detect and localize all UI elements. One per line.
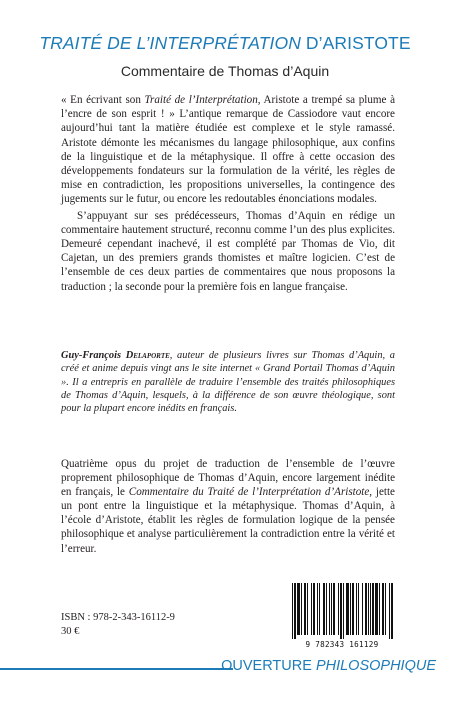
- barcode-bar: [346, 583, 349, 635]
- summary-p1-rest: , Aristote a trempé sa plume à l’encre de son esprit ! » L’antique remarque de Cassiodore vaut encore aujourd’hui tant la matière étudiée est complexe et le style ramassé. Aristote démonte les mécanismes du langage philosophique, aux confins de la linguistique et de la métaphysique. Il offre à cette occasion des développements fondateurs sur la formulation de la vérité, les règles de mise en contradiction, les propositions universelles, la contingence des jugements sur le futur, ou encore les redoutables énonciations modales.: [61, 94, 395, 206]
- barcode-bar: [365, 583, 367, 635]
- barcode-bar: [340, 583, 342, 639]
- barcode-bar: [331, 583, 332, 635]
- barcode-bar: [382, 583, 384, 635]
- barcode-bar: [343, 583, 344, 639]
- barcode-bar: [389, 583, 390, 639]
- author-bio: [61, 349, 395, 415]
- barcode-bar: [301, 583, 302, 635]
- price: 30 €: [61, 626, 80, 637]
- book-title-rest: D’ARISTOTE: [300, 33, 411, 53]
- summary-paragraph-2: S’appuyant sur ses prédécesseurs, Thomas d’Aquin en rédige un commentaire hautement structuré, reconnu comme l’un des plus explicites. Demeuré cependant inachevé, il est complété par Thomas de Vio, dit Cajetan, un des premiers grands thomistes et maître logicien. C’est de l’ensemble de ces deux parties de commentaires que nous proposons la traduction ; la seconde pour la première fois en langue française.: [61, 209, 395, 293]
- barcode-bar: [372, 583, 374, 635]
- blurb-rest: , jette un pont entre la linguistique et la métaphysique. Thomas d’Aquin, à l’école d’Aristote, établit les règles de formulation logique de la pensée philosophique et analyse particulièrement la contradiction entre la vérité et l’erreur.: [61, 486, 395, 555]
- barcode-bar: [326, 583, 327, 635]
- barcode-bar: [319, 583, 320, 635]
- author-last-name: Delaporte: [125, 350, 170, 361]
- barcode-bar: [333, 583, 335, 635]
- barcode-bar: [323, 583, 325, 635]
- author-bio-text: , auteur de plusieurs livres sur Thomas d’Aquin, a créé et anime depuis vingt ans le site internet « Grand Portail Thomas d’Aquin ». Il a entrepris en parallèle de traduire l’ensemble des traités philosophiques de Thomas d’Aquin, lesquels, à la différence de son œuvre théologique, sont pour la plupart encore inédits en français.: [61, 350, 395, 415]
- summary-p1-work-title: Traité de l’Interprétation: [144, 94, 258, 106]
- barcode-bar: [375, 583, 378, 635]
- barcode-digits: 9 782343 161129: [305, 640, 379, 649]
- barcode-bar: [317, 583, 318, 635]
- barcode-bar: [358, 583, 359, 635]
- barcode-bar: [356, 583, 357, 635]
- barcode-bar: [370, 583, 371, 635]
- accent-rule: [0, 668, 233, 670]
- barcode-bar: [304, 583, 306, 635]
- summary-text: [61, 93, 395, 294]
- barcode-bar: [338, 583, 339, 635]
- barcode: [290, 583, 394, 639]
- barcode-bars: [290, 583, 394, 639]
- book-subtitle: Commentaire de Thomas d’Aquin: [120, 63, 330, 79]
- barcode-bar: [352, 583, 354, 635]
- barcode-bar: [313, 583, 315, 635]
- barcode-bar: [362, 583, 363, 635]
- blurb-start: Quatrième opus du projet de traduction de l’ensemble de l’œuvre proprement philosophique de Thomas d’Aquin, encore largement inédite en français, le: [61, 458, 395, 499]
- series-blurb: [61, 457, 395, 556]
- collection-name: [221, 658, 436, 674]
- barcode-bar: [391, 583, 393, 639]
- barcode-bar: [368, 583, 369, 635]
- barcode-bar: [297, 583, 300, 635]
- barcode-bar: [329, 583, 330, 635]
- barcode-bar: [307, 583, 308, 635]
- barcode-bar: [311, 583, 312, 635]
- blurb-work-title: Commentaire du Traité de l’Interprétation d’Aristote: [128, 486, 370, 499]
- summary-p1-start: « En écrivant son: [61, 94, 145, 106]
- barcode-bar: [379, 583, 380, 635]
- summary-paragraph-1: [61, 93, 395, 207]
- book-title: [0, 33, 450, 54]
- isbn: ISBN : 978-2-343-16112-9: [61, 612, 175, 623]
- collection-name-italic: PHILOSOPHIQUE: [315, 658, 436, 674]
- barcode-bar: [294, 583, 296, 639]
- author-first-name: Guy-François: [61, 350, 126, 361]
- barcode-bar: [292, 583, 293, 639]
- isbn-price-block: [61, 611, 175, 639]
- collection-name-upright: OUVERTURE: [221, 658, 316, 674]
- barcode-bar: [385, 583, 386, 635]
- book-title-italic: TRAITÉ DE L’INTERPRÉTATION: [39, 33, 301, 53]
- author-name: [61, 350, 170, 361]
- barcode-bar: [350, 583, 351, 635]
